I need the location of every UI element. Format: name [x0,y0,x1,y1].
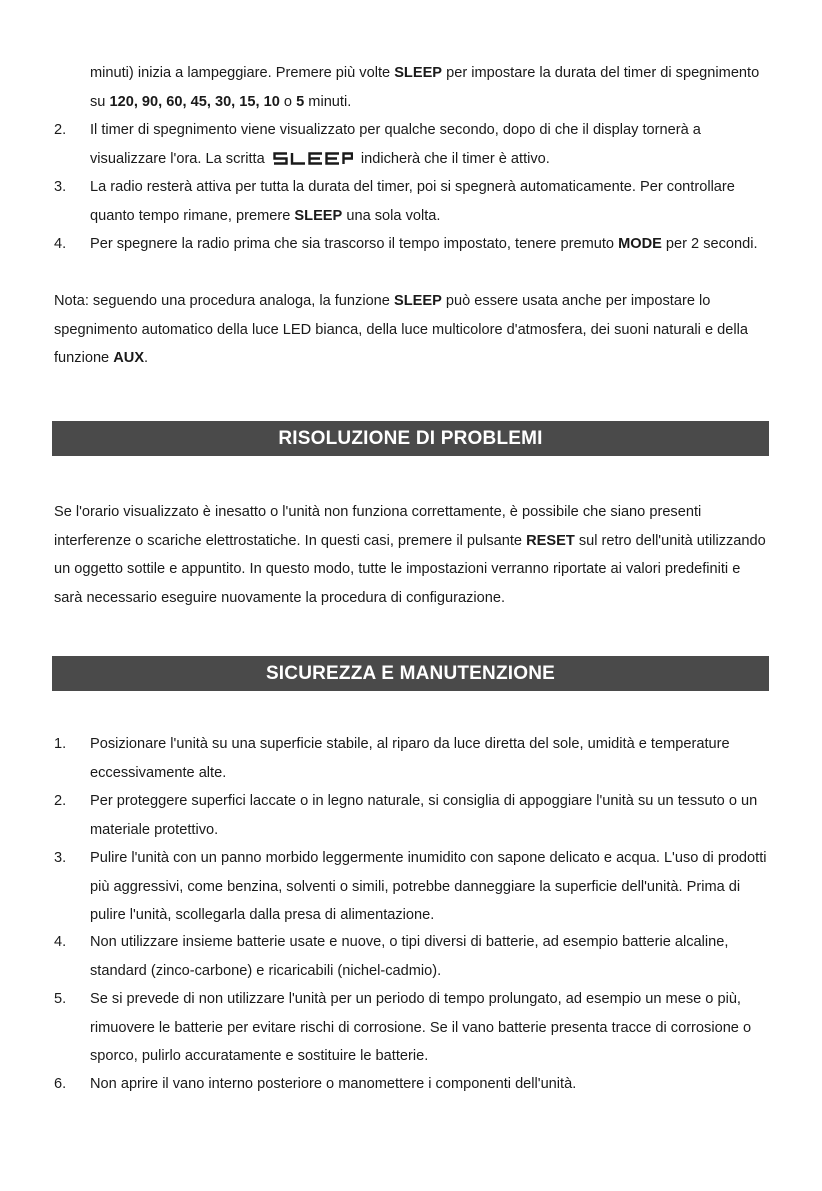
list-item: 4. Per spegnere la radio prima che sia trascorso il tempo impostato, tenere premuto MODE per 2 secondi. [54,236,758,252]
note-paragraph: Nota: seguendo una procedura analoga, la funzione SLEEP può essere usata anche per impostare lo spegnimento automatico della luce LED bianca, della luce multicolore d'atmosfera, dei suoni naturali e della funzione AUX. [54,293,748,366]
safety-list-item: 4. Non utilizzare insieme batterie usate e nuove, o tipi diversi di batterie, ad esempio batterie alcaline, standard (zinco-carbone) e ricaricabili (nichel-cadmio). [54,934,729,979]
troubleshooting-paragraph: Se l'orario visualizzato è inesatto o l'unità non funziona correttamente, è possibile che siano presenti interferenze o scariche elettrostatiche. In questi casi, premere il pulsante RESET sul retro dell'unità utilizzando un oggetto sottile e appuntito. In questo modo, tutte le impostazioni verranno riportate ai valori predefiniti e sarà necessario eseguire nuovamente la procedura di configurazione. [54,504,766,606]
section-heading-troubleshooting: RISOLUZIONE DI PROBLEMI [52,421,769,456]
sleep-display-icon [273,152,353,165]
safety-list-item: 1. Posizionare l'unità su una superficie stabile, al riparo da luce diretta del sole, umidità e temperature eccessivamente alte. [54,736,730,781]
list-item: 2. Il timer di spegnimento viene visualizzato per qualche secondo, dopo di che il display tornerà a visualizzare l'ora. La scritta indicherà che il timer è attivo. [54,122,701,167]
list-item-continuation: minuti) inizia a lampeggiare. Premere più volte SLEEP per impostare la durata del timer di spegnimento su 120, 90, 60, 45, 30, 15, 10 o 5 minuti. [90,65,760,110]
safety-list-item: 3. Pulire l'unità con un panno morbido leggermente inumidito con sapone delicato e acqua. L'uso di prodotti più aggressivi, come benzina, solventi o simili, potrebbe danneggiare la superficie dell'unità. Prima di pulire l'unità, scollegarla dalla presa di alimentazione. [54,850,767,923]
section-heading-safety: SICUREZZA E MANUTENZIONE [52,656,769,691]
list-item: 3. La radio resterà attiva per tutta la durata del timer, poi si spegnerà automaticamente. Per controllare quanto tempo rimane, premere SLEEP una sola volta. [54,179,735,224]
safety-list-item: 6. Non aprire il vano interno posteriore o manomettere i componenti dell'unità. [54,1076,577,1092]
safety-list-item: 2. Per proteggere superfici laccate o in legno naturale, si consiglia di appoggiare l'unità su un tessuto o un materiale protettivo. [54,793,758,838]
safety-list-item: 5. Se si prevede di non utilizzare l'unità per un periodo di tempo prolungato, ad esempio un mese o più, rimuovere le batterie per evitare rischi di corrosione. Se il vano batterie presenta tracce di corrosione o sporco, pulirlo accuratamente e sostituire le batterie. [54,991,752,1064]
